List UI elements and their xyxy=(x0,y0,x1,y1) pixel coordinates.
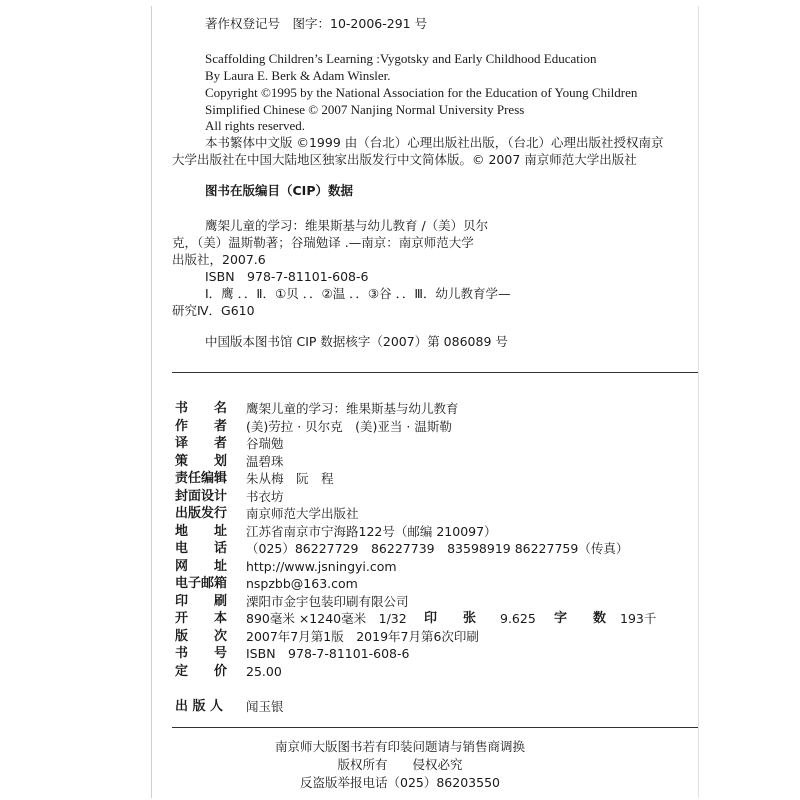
colophon-label: 封面设计 xyxy=(175,489,228,504)
colophon-label: 电子邮箱 xyxy=(175,576,228,591)
cip-line-2: 克，（美）温斯勒著；谷瑞勉译 .—南京：南京师范大学 xyxy=(172,235,474,250)
colophon-value: 890毫米 ×1240毫米 1/32 xyxy=(246,611,407,626)
copyright-registration: 著作权登记号 图字：10-2006-291 号 xyxy=(205,16,428,31)
colophon-value: 朱从梅 阮 程 xyxy=(246,471,334,486)
colophon-label: 版 次 xyxy=(175,629,228,644)
footer-line-2: 版权所有 侵权必究 xyxy=(337,757,463,772)
license-line-1: 本书繁体中文版 ©1999 由（台北）心理出版社出版，（台北）心理出版社授权南京 xyxy=(205,135,664,150)
cip-isbn: ISBN 978-7-81101-608-6 xyxy=(205,269,369,284)
colophon-value: 谷瑞勉 xyxy=(246,436,284,451)
section-divider xyxy=(172,372,698,373)
colophon-value: 25.00 xyxy=(246,664,282,679)
publisher-value: 闻玉银 xyxy=(246,699,284,714)
colophon-value: 温碧珠 xyxy=(246,454,284,469)
cip-line-6: 研究Ⅳ．G610 xyxy=(172,303,255,318)
sheets-value: 9.625 xyxy=(500,611,536,626)
license-line-2: 大学出版社在中国大陆地区独家出版发行中文简体版。© 2007 南京师范大学出版社 xyxy=(172,152,637,167)
colophon-value: 鹰架儿童的学习：维果斯基与幼儿教育 xyxy=(246,401,459,416)
colophon-label: 开 本 xyxy=(175,611,228,626)
colophon-label: 译 者 xyxy=(175,436,228,451)
footer-line-1: 南京师大版图书若有印装问题请与销售商调换 xyxy=(274,739,525,754)
cip-verification: 中国版本图书馆 CIP 数据核字（2007）第 086089 号 xyxy=(205,334,508,349)
cip-line-1: 鹰架儿童的学习：维果斯基与幼儿教育 /（美）贝尔 xyxy=(205,218,489,233)
colophon-label: 电 话 xyxy=(175,541,228,556)
colophon-value: 书衣坊 xyxy=(246,489,284,504)
colophon-label: 出版发行 xyxy=(175,506,228,521)
colophon-value: 南京师范大学出版社 xyxy=(246,506,359,521)
colophon-label: 定 价 xyxy=(175,664,228,679)
footer-divider xyxy=(172,727,698,728)
colophon-label: 印 刷 xyxy=(175,594,228,609)
colophon-value: （025）86227729 86227739 83598919 86227759（传真） xyxy=(246,541,629,556)
copyright-line-1: Copyright ©1995 by the National Association for the Education of Young Children xyxy=(205,85,638,100)
english-authors: By Laura E. Berk & Adam Winsler. xyxy=(205,68,391,83)
colophon-value: ISBN 978-7-81101-608-6 xyxy=(246,646,410,661)
colophon-value: http://www.jsningyi.com xyxy=(246,559,397,574)
publisher-label: 出 版 人 xyxy=(175,699,224,714)
english-title: Scaffolding Children’s Learning :Vygotsky and Early Childhood Education xyxy=(205,51,597,66)
colophon-label: 书 号 xyxy=(175,646,228,661)
cip-classification: Ⅰ．鹰 ．．Ⅱ．①贝 ．．②温 ．．③谷 ．．Ⅲ．幼儿教育学— xyxy=(205,286,511,301)
colophon-label: 责任编辑 xyxy=(175,471,228,486)
colophon-label: 网 址 xyxy=(175,559,228,574)
colophon-label: 作 者 xyxy=(175,419,228,434)
cip-heading: 图书在版编目（CIP）数据 xyxy=(205,183,353,198)
colophon-value: nspzbb@163.com xyxy=(246,576,358,591)
rights-reserved: All rights reserved. xyxy=(205,118,306,133)
copyright-line-2: Simplified Chinese © 2007 Nanjing Normal University Press xyxy=(205,102,525,117)
footer-line-3: 反盗版举报电话（025）86203550 xyxy=(300,775,500,790)
colophon-value: 江苏省南京市宁海路122号（邮编 210097） xyxy=(246,524,497,539)
words-label: 字 数 xyxy=(554,611,607,626)
cip-line-3: 出版社，2007.6 xyxy=(172,252,266,267)
words-value: 193千 xyxy=(620,611,657,626)
colophon-label: 书 名 xyxy=(175,401,228,416)
colophon-label: 地 址 xyxy=(175,524,228,539)
colophon-label: 策 划 xyxy=(175,454,228,469)
colophon-value: 溧阳市金宇包装印刷有限公司 xyxy=(246,594,409,609)
colophon-value: (美)劳拉 · 贝尔克 (美)亚当 · 温斯勒 xyxy=(246,419,452,434)
sheets-label: 印 张 xyxy=(424,611,477,626)
colophon-value: 2007年7月第1版 2019年7月第6次印刷 xyxy=(246,629,479,644)
